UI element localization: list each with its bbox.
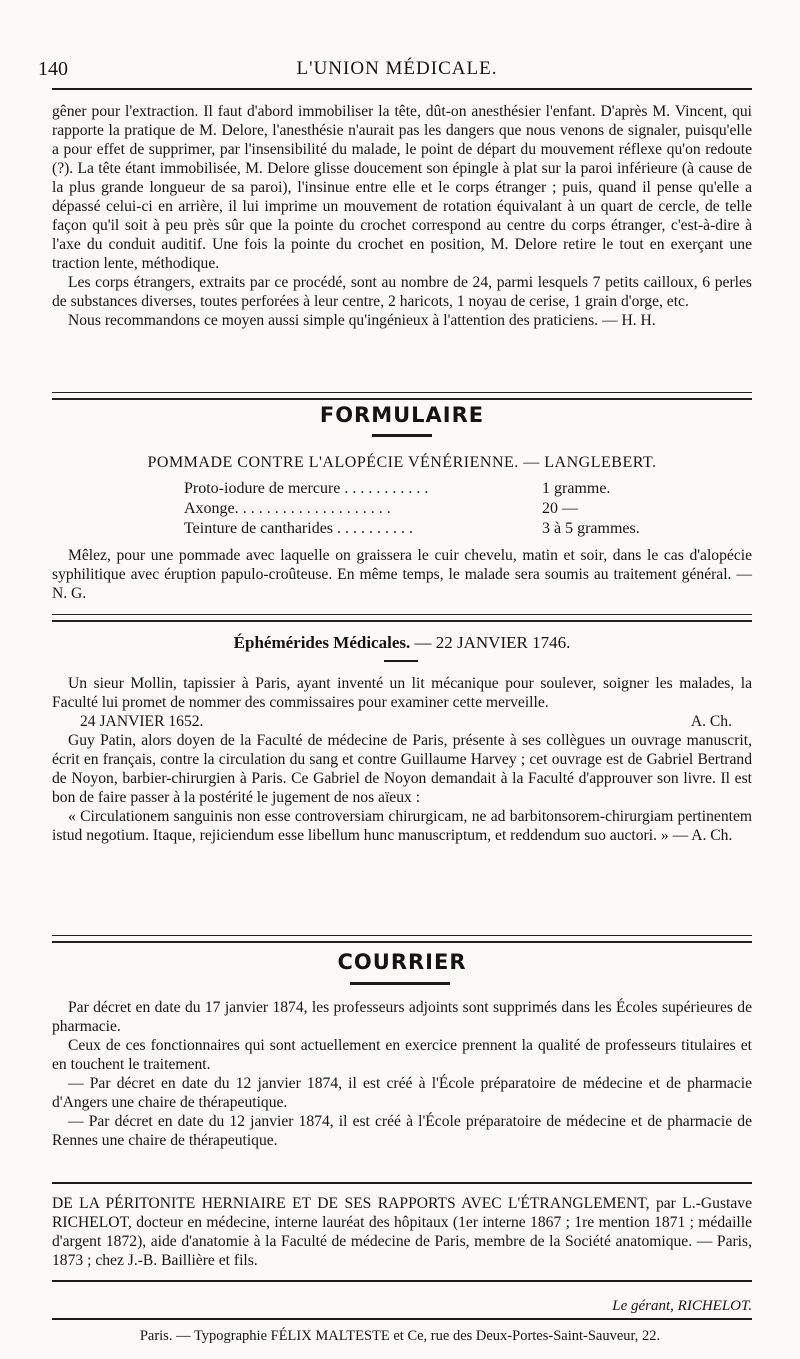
printer-line: Paris. — Typographie FÉLIX MALTESTE et Ce, rue des Deux-Portes-Saint-Sauveur, 22. bbox=[139, 1328, 661, 1344]
courrier-title: COURRIER bbox=[337, 950, 467, 974]
ephemerides-date: — 22 JANVIER 1746. bbox=[414, 633, 571, 652]
ingredient-row bbox=[184, 500, 644, 520]
formulaire-title: FORMULAIRE bbox=[319, 403, 485, 427]
ephemerides-title: Éphémérides Médicales. bbox=[233, 633, 411, 652]
ingredient-name: Teinture de cantharides . . . . . . . . . . bbox=[184, 520, 414, 537]
formulaire-title-bar bbox=[372, 434, 432, 437]
book-notice-block bbox=[52, 1194, 752, 1270]
page-number: 140 bbox=[38, 58, 68, 80]
intro-paragraph-2: Les corps étrangers, extraits par ce procédé, sont au nombre de 24, parmi lesquels 7 petits cailloux, 6 perles de substances diverses, toutes perforées à leur centre, 2 haricots, 1 noyau de cerise, 1 grain d'orge, etc. bbox=[52, 274, 752, 310]
ephemerides-signature-1: A. Ch. bbox=[690, 713, 732, 730]
ingredient-name: Proto-iodure de mercure . . . . . . . . . . . bbox=[184, 480, 429, 497]
courrier-paragraph-2: Ceux de ces fonctionnaires qui sont actuellement en exercice prennent la qualité de professeurs titulaires et en touchent le traitement. bbox=[52, 1037, 752, 1073]
ingredient-qty: 3 à 5 grammes. bbox=[542, 520, 640, 537]
ephemerides-body bbox=[52, 674, 752, 845]
ephemerides-heading bbox=[52, 633, 752, 653]
section-divider bbox=[52, 935, 752, 943]
ephemerides-quote: « Circulationem sanguinis non esse controversiam chirurgicam, ne ad barbitonsorem-chirurgiam pertinentem istud negotium. Itaque, rejiciendum esse libellum hunc manuscriptum, et reddendum suo auctori. » — A. Ch. bbox=[52, 808, 752, 844]
intro-article bbox=[52, 102, 752, 330]
courrier-title-bar bbox=[350, 982, 450, 985]
formulaire-note: Mêlez, pour une pommade avec laquelle on graissera le cuir chevelu, matin et soir, dans le cas d'alopécie syphilitique avec éruption papulo-croûteuse. En même temps, le malade sera soumis au traitement général. — N. G. bbox=[52, 547, 752, 602]
intro-paragraph-1: gêner pour l'extraction. Il faut d'abord immobiliser la tête, dût-on anesthésier l'enfant. D'après M. Vincent, qui rapporte la pratique de M. Delore, l'anesthésie n'aurait pas les dangers que nous venons de signaler, puisqu'elle a pour effet de supprimer, par l'insensibilité du malade, le point de départ du mouvement réflexe qu'on redoute (?). La tête étant immobilisée, M. Delore glisse doucement son épingle à plat sur la paroi inférieure (à cause de la plus grande longueur de sa paroi), l'insinue entre elle et le corps étranger ; puis, quand il pense qu'elle a dépassé celui-ci en arrière, il lui imprime un mouvement de rotation équivalant à un quart de cercle, de telle façon qu'il soit à peu près sûr que la pointe du crochet correspond au centre du corps étranger, c'est-à-dire à l'axe du conduit auditif. Une fois la pointe du crochet en position, M. Delore retire le tout en exerçant une traction lente, méthodique. bbox=[52, 103, 752, 272]
section-divider bbox=[52, 392, 752, 400]
courrier-paragraph-4: — Par décret en date du 12 janvier 1874, il est créé à l'École préparatoire de médecine et de pharmacie de Rennes une chaire de thérapeutique. bbox=[52, 1113, 752, 1149]
header-rule bbox=[52, 88, 752, 90]
formulaire-subtitle: POMMADE CONTRE L'ALOPÉCIE VÉNÉRIENNE. — LANGLEBERT. bbox=[147, 454, 657, 471]
journal-title: L'UNION MÉDICALE. bbox=[296, 58, 498, 79]
page-header bbox=[38, 58, 756, 88]
gerant-signature: Le gérant, RICHELOT. bbox=[612, 1298, 752, 1314]
bottom-rule bbox=[52, 1318, 752, 1320]
ephemerides-paragraph-1: Un sieur Mollin, tapissier à Paris, ayant inventé un lit mécanique pour soulever, soigner les malades, la Faculté lui promet de nommer des commissaires pour examiner cette merveille. bbox=[52, 675, 752, 711]
ingredient-row bbox=[184, 480, 644, 500]
ephemerides-paragraph-2: Guy Patin, alors doyen de la Faculté de médecine de Paris, présente à ses collègues un ouvrage manuscrit, écrit en français, contre la circulation du sang et contre Guillaume Harvey ; cet ouvrage est de Gabriel Bertrand de Noyon, barbier-chirurgien à Paris. Ce Gabriel de Noyon demandait à la Faculté d'approuver son livre. Il est bon de faire passer à la postérité le jugement de nos aïeux : bbox=[52, 732, 752, 806]
section-divider bbox=[52, 614, 752, 622]
courrier-paragraph-3: — Par décret en date du 12 janvier 1874, il est créé à l'École préparatoire de médecine et de pharmacie d'Angers une chaire de thérapeutique. bbox=[52, 1075, 752, 1111]
courrier-paragraph-1: Par décret en date du 17 janvier 1874, les professeurs adjoints sont supprimés dans les Écoles supérieures de pharmacie. bbox=[52, 999, 752, 1035]
intro-paragraph-3: Nous recommandons ce moyen aussi simple qu'ingénieux à l'attention des praticiens. — H. H. bbox=[68, 312, 656, 329]
ingredient-name: Axonge. . . . . . . . . . . . . . . . . . . . bbox=[184, 500, 391, 517]
book-notice: DE LA PÉRITONITE HERNIAIRE ET DE SES RAPPORTS AVEC L'ÉTRANGLEMENT, par L.-Gustave RICHELOT, docteur en médecine, interne lauréat des hôpitaux (1er interne 1867 ; 1re mention 1871 ; médaille d'argent 1872), aide d'anatomie à la Faculté de médecine de Paris, membre de la Société anatomique. — Paris, 1873 ; chez J.-B. Baillière et fils. bbox=[52, 1195, 752, 1269]
ingredient-row bbox=[184, 520, 644, 540]
formulaire-note-block bbox=[52, 546, 752, 603]
ephemerides-date-2: 24 JANVIER 1652. bbox=[80, 713, 204, 730]
footer-rule bbox=[52, 1280, 752, 1282]
courrier-body bbox=[52, 998, 752, 1150]
ingredients-table bbox=[184, 480, 644, 540]
ingredient-qty: 1 gramme. bbox=[542, 480, 611, 497]
ephemerides-title-bar bbox=[384, 660, 418, 662]
notice-rule bbox=[52, 1182, 752, 1184]
ingredient-qty: 20 — bbox=[542, 500, 578, 517]
